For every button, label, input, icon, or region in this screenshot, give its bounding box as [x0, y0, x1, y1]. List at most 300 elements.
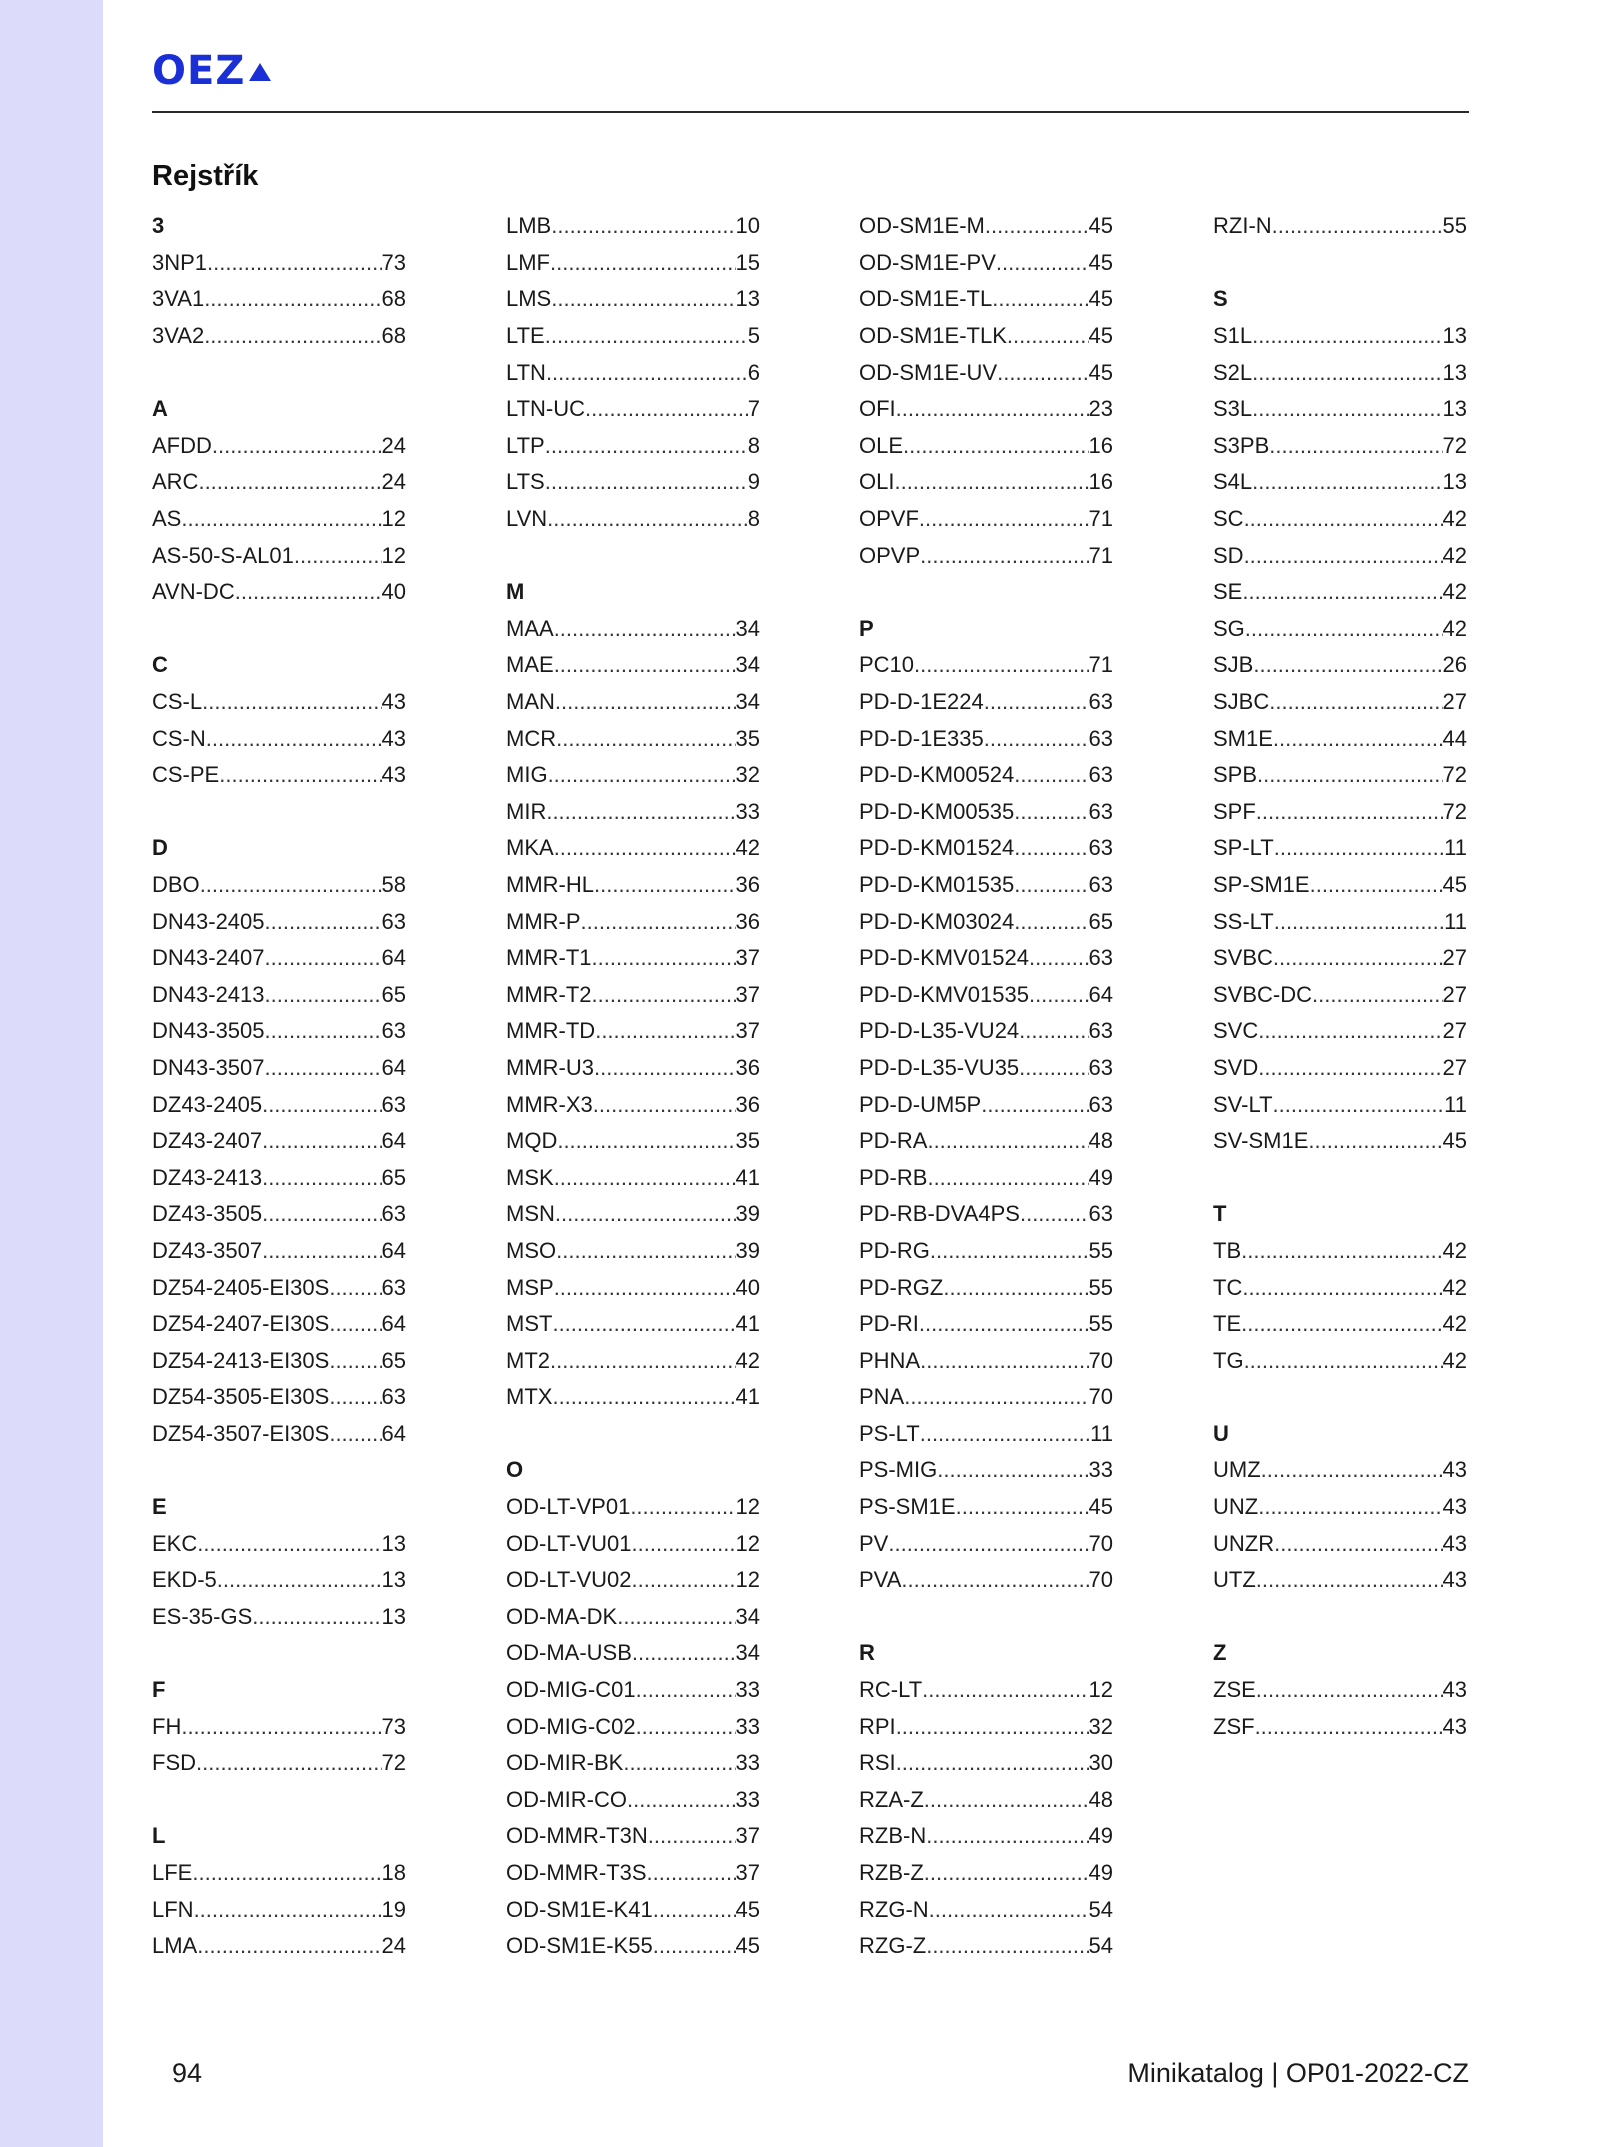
entry-name: LMA: [152, 1933, 198, 1959]
dot-leader: [581, 909, 736, 935]
entry-name: OD-MMR-T3N: [506, 1823, 648, 1849]
entry-name: PD-D-L35-VU35: [859, 1054, 1020, 1080]
entry-page: 63: [381, 1201, 406, 1227]
index-entry: [859, 464, 1113, 501]
entry-page: 45: [1088, 359, 1113, 385]
entry-name: DZ43-2405: [152, 1091, 263, 1117]
entry-page: 63: [1088, 762, 1113, 788]
dot-leader: [653, 1897, 736, 1923]
dot-leader: [1029, 945, 1089, 971]
entry-name: PS-LT: [859, 1420, 920, 1446]
spacer: [152, 1452, 406, 1489]
entry-name: TG: [1213, 1347, 1244, 1373]
entry-page: 65: [1088, 908, 1113, 934]
section-letter: Z: [1213, 1640, 1227, 1666]
entry-name: RSI: [859, 1750, 896, 1776]
index-entry: [1213, 318, 1467, 355]
entry-name: MMR-HL: [506, 871, 594, 897]
dot-leader: [896, 396, 1089, 422]
index-entry: [152, 1013, 406, 1050]
entry-page: 45: [1442, 1128, 1467, 1154]
index-entry: [152, 464, 406, 501]
index-entry: [506, 1159, 760, 1196]
index-entry: [506, 757, 760, 794]
dot-leader: [1274, 835, 1444, 861]
dot-leader: [202, 689, 381, 715]
entry-page: 43: [1442, 1677, 1467, 1703]
entry-page: 16: [1088, 469, 1113, 495]
entry-name: SPF: [1213, 798, 1256, 824]
dot-leader: [926, 1823, 1088, 1849]
entry-name: AS-50-S-AL01: [152, 542, 294, 568]
entry-name: RZA-Z: [859, 1786, 924, 1812]
entry-name: OD-SM1E-K55: [506, 1933, 653, 1959]
entry-page: 45: [735, 1933, 760, 1959]
entry-name: CS-N: [152, 725, 206, 751]
dot-leader: [1014, 799, 1088, 825]
index-entry: [1213, 647, 1467, 684]
dot-leader: [943, 1275, 1088, 1301]
index-entry: [859, 1342, 1113, 1379]
entry-name: PD-D-KM00524: [859, 762, 1015, 788]
index-entry: [859, 1086, 1113, 1123]
entry-name: S4L: [1213, 469, 1253, 495]
index-entry: [506, 1525, 760, 1562]
dot-leader: [204, 286, 381, 312]
entry-name: DN43-2413: [152, 981, 265, 1007]
entry-page: 23: [1088, 396, 1113, 422]
index-entry: [859, 1562, 1113, 1599]
entry-name: OD-LT-VU01: [506, 1530, 632, 1556]
index-entry: [152, 1086, 406, 1123]
dot-leader: [617, 1604, 735, 1630]
dot-leader: [235, 579, 382, 605]
entry-page: 34: [735, 1640, 760, 1666]
dot-leader: [888, 1531, 1088, 1557]
index-entry: [1213, 1123, 1467, 1160]
index-entry: [859, 1013, 1113, 1050]
index-entry: [859, 1452, 1113, 1489]
index-entry: [1213, 1342, 1467, 1379]
dot-leader: [194, 1897, 382, 1923]
entry-page: 37: [735, 1860, 760, 1886]
index-entry: [152, 1123, 406, 1160]
entry-page: 5: [747, 323, 760, 349]
entry-page: 63: [381, 908, 406, 934]
dot-leader: [545, 433, 748, 459]
entry-page: 42: [1442, 579, 1467, 605]
index-entry: [1213, 537, 1467, 574]
entry-name: PS-SM1E: [859, 1494, 956, 1520]
entry-page: 55: [1088, 1274, 1113, 1300]
dot-leader: [595, 1018, 735, 1044]
dot-leader: [554, 1275, 736, 1301]
index-entry: [1213, 940, 1467, 977]
entry-name: OD-LT-VU02: [506, 1567, 632, 1593]
section-letter: C: [152, 652, 168, 678]
dot-leader: [1014, 835, 1088, 861]
catalog-footer: Minikatalog | OP01-2022-CZ: [1127, 2058, 1469, 2088]
entry-page: 32: [1088, 1713, 1113, 1739]
entry-page: 10: [735, 213, 760, 239]
entry-page: 71: [1088, 652, 1113, 678]
index-entry: [152, 1708, 406, 1745]
entry-page: 64: [381, 1420, 406, 1446]
dot-leader: [329, 1384, 381, 1410]
entry-page: 11: [1090, 1420, 1113, 1446]
entry-page: 37: [735, 1823, 760, 1849]
entry-name: DN43-3507: [152, 1054, 265, 1080]
entry-name: OLE: [859, 432, 904, 458]
index-entry: [859, 1708, 1113, 1745]
dot-leader: [929, 1897, 1089, 1923]
index-entry: [859, 281, 1113, 318]
index-entry: [506, 1086, 760, 1123]
index-entry: [1213, 208, 1467, 245]
entry-page: 43: [1442, 1494, 1467, 1520]
index-entry: [506, 1013, 760, 1050]
section-letter: E: [152, 1494, 167, 1520]
entry-page: 13: [735, 286, 760, 312]
index-entry: [1213, 1233, 1467, 1270]
entry-page: 43: [1442, 1713, 1467, 1739]
dot-leader: [1245, 616, 1443, 642]
index-entry: [152, 1599, 406, 1636]
dot-leader: [546, 360, 748, 386]
entry-name: AS: [152, 506, 182, 532]
index-entry: [152, 1416, 406, 1453]
entry-page: 43: [381, 725, 406, 751]
dot-leader: [262, 1165, 381, 1191]
entry-name: RZG-N: [859, 1896, 929, 1922]
index-entry: [152, 1891, 406, 1928]
entry-page: 12: [381, 542, 406, 568]
entry-page: 35: [735, 725, 760, 751]
entry-page: 49: [1088, 1164, 1113, 1190]
entry-page: 65: [381, 981, 406, 1007]
dot-leader: [930, 1238, 1089, 1264]
dot-leader: [1014, 909, 1088, 935]
entry-name: PD-RB: [859, 1164, 928, 1190]
index-entry: [506, 1672, 760, 1709]
dot-leader: [545, 469, 748, 495]
dot-leader: [1007, 323, 1089, 349]
entry-name: OFI: [859, 396, 896, 422]
dot-leader: [551, 286, 735, 312]
spacer: [152, 794, 406, 831]
entry-page: 16: [1088, 432, 1113, 458]
entry-page: 12: [381, 506, 406, 532]
dot-leader: [550, 1348, 736, 1374]
entry-page: 45: [1088, 213, 1113, 239]
dot-leader: [997, 360, 1088, 386]
entry-name: SJBC: [1213, 689, 1270, 715]
entry-page: 33: [735, 798, 760, 824]
entry-name: PD-D-KM00535: [859, 798, 1015, 824]
entry-name: FH: [152, 1713, 182, 1739]
entry-name: SV-LT: [1213, 1091, 1273, 1117]
index-entry: [152, 867, 406, 904]
entry-name: DZ43-2407: [152, 1128, 263, 1154]
entry-page: 64: [1088, 981, 1113, 1007]
index-entry: [859, 1525, 1113, 1562]
entry-page: 12: [1088, 1677, 1113, 1703]
dot-leader: [984, 726, 1089, 752]
entry-name: SG: [1213, 615, 1245, 641]
dot-leader: [552, 1384, 735, 1410]
entry-name: ZSF: [1213, 1713, 1255, 1739]
index-entry: [152, 1562, 406, 1599]
dot-leader: [550, 250, 736, 276]
spacer: [859, 574, 1113, 611]
dot-leader: [896, 1714, 1089, 1740]
entry-page: 49: [1088, 1823, 1113, 1849]
entry-page: 12: [735, 1530, 760, 1556]
index-entry: [152, 1855, 406, 1892]
entry-page: 11: [1444, 908, 1467, 934]
index-entry: [1213, 1050, 1467, 1087]
entry-page: 63: [1088, 689, 1113, 715]
index-entry: [859, 1196, 1113, 1233]
entry-page: 35: [735, 1128, 760, 1154]
entry-page: 27: [1442, 981, 1467, 1007]
index-entry: [152, 281, 406, 318]
entry-page: 6: [747, 359, 760, 385]
index-entry: [506, 1855, 760, 1892]
entry-page: 45: [1088, 323, 1113, 349]
entry-page: 42: [735, 835, 760, 861]
dot-leader: [192, 1860, 381, 1886]
spacer: [152, 354, 406, 391]
index-entry: [859, 354, 1113, 391]
entry-name: LTS: [506, 469, 545, 495]
entry-name: PD-RA: [859, 1128, 928, 1154]
entry-page: 11: [1444, 835, 1467, 861]
dot-leader: [197, 1531, 381, 1557]
entry-name: SD: [1213, 542, 1244, 568]
index-entry: [859, 1855, 1113, 1892]
entry-page: 72: [1442, 798, 1467, 824]
dot-leader: [632, 1567, 736, 1593]
index-entry: [1213, 1452, 1467, 1489]
dot-leader: [554, 1165, 736, 1191]
entry-page: 54: [1088, 1896, 1113, 1922]
dot-leader: [956, 1494, 1089, 1520]
dot-leader: [554, 652, 736, 678]
entry-name: RZG-Z: [859, 1933, 927, 1959]
dot-leader: [265, 982, 382, 1008]
dot-leader: [636, 1714, 736, 1740]
entry-name: LTN: [506, 359, 546, 385]
entry-name: DZ54-2407-EI30S: [152, 1311, 330, 1337]
entry-name: UNZ: [1213, 1494, 1259, 1520]
dot-leader: [914, 652, 1088, 678]
entry-name: RC-LT: [859, 1677, 923, 1703]
entry-name: MIG: [506, 762, 548, 788]
index-entry: [1213, 830, 1467, 867]
entry-page: 48: [1088, 1128, 1113, 1154]
index-entry: [1213, 1525, 1467, 1562]
dot-leader: [1273, 1092, 1445, 1118]
index-entry: [506, 1233, 760, 1270]
spacer: [1213, 1599, 1467, 1636]
dot-leader: [1241, 1311, 1442, 1337]
entry-name: SC: [1213, 506, 1244, 532]
dot-leader: [585, 396, 748, 422]
section-letter: 3: [152, 213, 165, 239]
spacer: [506, 537, 760, 574]
index-entry: [152, 1342, 406, 1379]
entry-page: 68: [381, 286, 406, 312]
index-entry: [859, 1745, 1113, 1782]
index-entry: [859, 757, 1113, 794]
entry-page: 13: [1442, 469, 1467, 495]
index-entry: [1213, 428, 1467, 465]
index-entry: [506, 830, 760, 867]
dot-leader: [1273, 945, 1443, 971]
index-entry: [859, 647, 1113, 684]
entry-page: 13: [1442, 396, 1467, 422]
entry-name: MKA: [506, 835, 554, 861]
entry-page: 33: [1088, 1457, 1113, 1483]
entry-page: 63: [381, 1384, 406, 1410]
section-letter: U: [1213, 1420, 1229, 1446]
dot-leader: [920, 543, 1088, 569]
entry-name: MMR-T2: [506, 981, 592, 1007]
dot-leader: [920, 1421, 1090, 1447]
entry-name: OD-MMR-T3S: [506, 1860, 647, 1886]
entry-name: LTP: [506, 432, 545, 458]
index-entry: [152, 1745, 406, 1782]
entry-name: PD-RI: [859, 1311, 919, 1337]
index-entry: [152, 1525, 406, 1562]
spacer: [859, 1599, 1113, 1636]
entry-name: MST: [506, 1311, 553, 1337]
index-entry: [506, 1928, 760, 1965]
index-entry: [152, 537, 406, 574]
entry-name: MMR-TD: [506, 1018, 596, 1044]
entry-name: 3VA2: [152, 323, 205, 349]
dot-leader: [1256, 799, 1443, 825]
entry-page: 34: [735, 1603, 760, 1629]
section-letter: D: [152, 835, 168, 861]
entry-name: PS-MIG: [859, 1457, 938, 1483]
dot-leader: [904, 1384, 1088, 1410]
entry-name: MAE: [506, 652, 554, 678]
entry-name: LTE: [506, 323, 545, 349]
entry-name: OPVP: [859, 542, 921, 568]
entry-name: CS-PE: [152, 762, 220, 788]
dot-leader: [1258, 1018, 1442, 1044]
entry-page: 7: [747, 396, 760, 422]
index-entry: [152, 940, 406, 977]
entry-page: 30: [1088, 1750, 1113, 1776]
entry-name: OLI: [859, 469, 895, 495]
entry-name: UMZ: [1213, 1457, 1261, 1483]
index-entry: [859, 318, 1113, 355]
entry-name: DBO: [152, 871, 200, 897]
dot-leader: [1019, 1018, 1088, 1044]
entry-page: 63: [1088, 725, 1113, 751]
dot-leader: [1312, 982, 1443, 1008]
index-entry: [506, 1562, 760, 1599]
entry-name: OPVF: [859, 506, 919, 532]
index-entry: [506, 1050, 760, 1087]
entry-name: AVN-DC: [152, 579, 235, 605]
entry-name: LMS: [506, 286, 552, 312]
entry-page: 27: [1442, 1054, 1467, 1080]
entry-name: SE: [1213, 579, 1243, 605]
index-entry: [859, 1891, 1113, 1928]
dot-leader: [207, 250, 381, 276]
entry-name: RZI-N: [1213, 213, 1272, 239]
entry-page: 63: [1088, 945, 1113, 971]
entry-page: 42: [1442, 1311, 1467, 1337]
index-entry: [1213, 1672, 1467, 1709]
entry-name: MMR-X3: [506, 1091, 593, 1117]
dot-leader: [329, 1421, 381, 1447]
entry-name: SVC: [1213, 1018, 1259, 1044]
entry-name: MSO: [506, 1237, 557, 1263]
entry-page: 64: [381, 1237, 406, 1263]
dot-leader: [1242, 1275, 1442, 1301]
entry-page: 63: [381, 1274, 406, 1300]
dot-leader: [265, 1018, 382, 1044]
entry-page: 73: [381, 1713, 406, 1739]
section-letter: S: [1213, 286, 1228, 312]
entry-name: UNZR: [1213, 1530, 1275, 1556]
entry-name: SS-LT: [1213, 908, 1274, 934]
dot-leader: [1241, 1238, 1442, 1264]
section-letter: L: [152, 1823, 166, 1849]
section-letter: M: [506, 579, 525, 605]
dot-leader: [1274, 909, 1444, 935]
entry-page: 71: [1088, 542, 1113, 568]
entry-page: 40: [735, 1274, 760, 1300]
index-entry: [506, 1708, 760, 1745]
entry-name: OD-SM1E-M: [859, 213, 985, 239]
header-divider: [152, 111, 1469, 113]
entry-page: 63: [1088, 871, 1113, 897]
entry-page: 63: [1088, 1018, 1113, 1044]
index-entry: [1213, 720, 1467, 757]
dot-leader: [262, 1201, 381, 1227]
dot-leader: [1244, 543, 1443, 569]
dot-leader: [1258, 1055, 1442, 1081]
dot-leader: [1261, 1457, 1443, 1483]
index-entry: [152, 1159, 406, 1196]
dot-leader: [919, 506, 1089, 532]
dot-leader: [1257, 762, 1442, 788]
entry-page: 33: [735, 1786, 760, 1812]
entry-page: 43: [381, 689, 406, 715]
dot-leader: [265, 909, 382, 935]
index-entry: [1213, 757, 1467, 794]
index-entry: [859, 1782, 1113, 1819]
entry-name: S3L: [1213, 396, 1253, 422]
dot-leader: [252, 1604, 381, 1630]
entry-name: PD-D-UM5P: [859, 1091, 982, 1117]
entry-name: EKD-5: [152, 1567, 217, 1593]
entry-page: 55: [1088, 1311, 1113, 1337]
entry-page: 65: [381, 1164, 406, 1190]
index-column-2: [506, 208, 760, 1965]
index-entry: [506, 611, 760, 648]
entry-page: 42: [1442, 1274, 1467, 1300]
entry-page: 43: [1442, 1567, 1467, 1593]
dot-leader: [996, 250, 1089, 276]
index-entry: [506, 208, 760, 245]
